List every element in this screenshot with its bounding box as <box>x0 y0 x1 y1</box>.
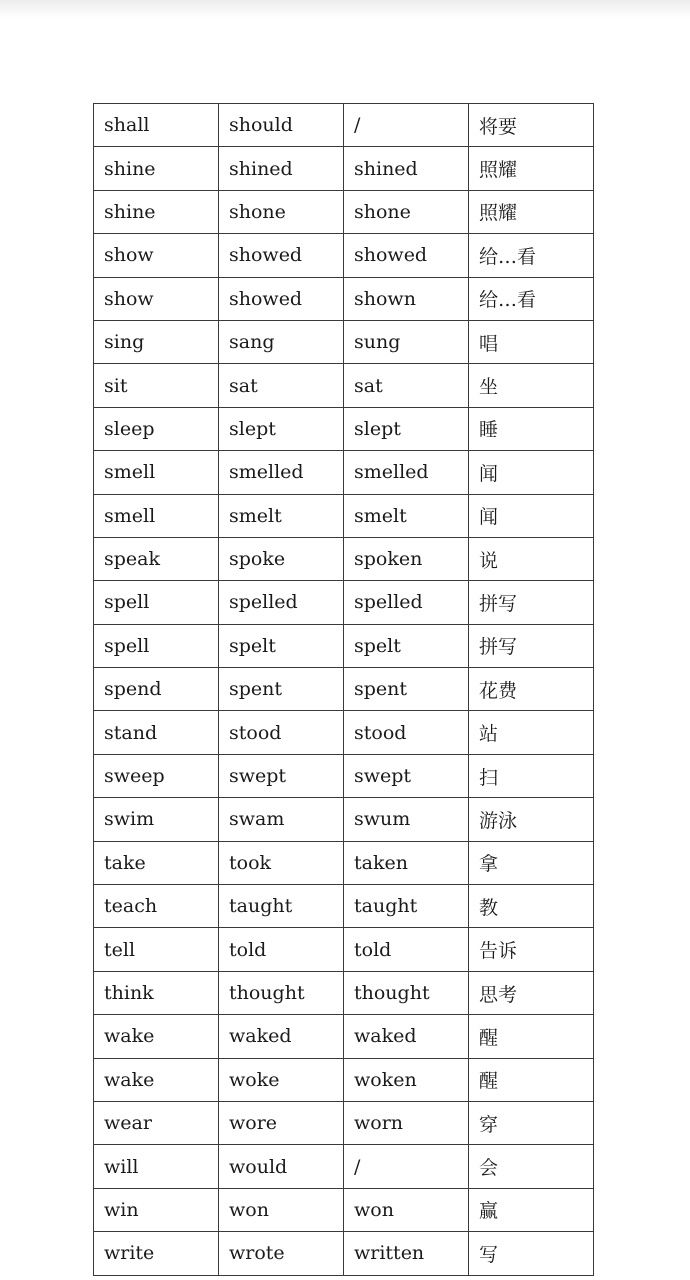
cell-past-tense: swept <box>219 754 344 797</box>
table-row <box>94 494 594 537</box>
cell-past-participle: spelt <box>344 624 469 667</box>
cell-base-form: think <box>94 971 219 1014</box>
cell-past-tense: showed <box>219 277 344 320</box>
cell-base-form: shine <box>94 190 219 233</box>
cell-past-participle: / <box>344 104 469 147</box>
cell-base-form: take <box>94 841 219 884</box>
cell-meaning: 醒 <box>469 1015 594 1058</box>
cell-base-form: sing <box>94 320 219 363</box>
table-row <box>94 1015 594 1058</box>
table-row <box>94 798 594 841</box>
cell-past-participle: sat <box>344 364 469 407</box>
cell-meaning: 说 <box>469 537 594 580</box>
cell-meaning: 醒 <box>469 1058 594 1101</box>
cell-base-form: show <box>94 234 219 277</box>
cell-meaning: 告诉 <box>469 928 594 971</box>
cell-base-form: tell <box>94 928 219 971</box>
table-row <box>94 1232 594 1275</box>
cell-past-tense: took <box>219 841 344 884</box>
cell-base-form: write <box>94 1232 219 1275</box>
cell-base-form: smell <box>94 451 219 494</box>
table-row <box>94 104 594 147</box>
cell-past-tense: woke <box>219 1058 344 1101</box>
cell-past-participle: smelt <box>344 494 469 537</box>
cell-base-form: show <box>94 277 219 320</box>
cell-past-participle: written <box>344 1232 469 1275</box>
cell-meaning: 赢 <box>469 1188 594 1231</box>
cell-meaning: 拿 <box>469 841 594 884</box>
cell-meaning: 将要 <box>469 104 594 147</box>
table-row <box>94 1145 594 1188</box>
cell-meaning: 拼写 <box>469 581 594 624</box>
table-row <box>94 451 594 494</box>
table-row <box>94 754 594 797</box>
cell-past-tense: showed <box>219 234 344 277</box>
cell-past-tense: swam <box>219 798 344 841</box>
table-row <box>94 1188 594 1231</box>
cell-past-tense: shone <box>219 190 344 233</box>
cell-base-form: smell <box>94 494 219 537</box>
cell-base-form: will <box>94 1145 219 1188</box>
cell-meaning: 拼写 <box>469 624 594 667</box>
cell-past-tense: spoke <box>219 537 344 580</box>
cell-meaning: 教 <box>469 885 594 928</box>
cell-meaning: 写 <box>469 1232 594 1275</box>
cell-past-tense: should <box>219 104 344 147</box>
cell-meaning: 花费 <box>469 668 594 711</box>
table-row <box>94 581 594 624</box>
cell-past-tense: thought <box>219 971 344 1014</box>
table-row <box>94 928 594 971</box>
cell-base-form: wear <box>94 1101 219 1144</box>
cell-past-tense: shined <box>219 147 344 190</box>
cell-meaning: 扫 <box>469 754 594 797</box>
cell-past-tense: spelled <box>219 581 344 624</box>
cell-past-participle: taught <box>344 885 469 928</box>
cell-base-form: sit <box>94 364 219 407</box>
cell-past-participle: showed <box>344 234 469 277</box>
cell-past-participle: / <box>344 1145 469 1188</box>
table-row <box>94 147 594 190</box>
table-row <box>94 668 594 711</box>
table-row <box>94 1058 594 1101</box>
cell-past-tense: would <box>219 1145 344 1188</box>
cell-meaning: 给…看 <box>469 234 594 277</box>
cell-past-participle: spent <box>344 668 469 711</box>
cell-meaning: 思考 <box>469 971 594 1014</box>
cell-meaning: 唱 <box>469 320 594 363</box>
cell-meaning: 闻 <box>469 451 594 494</box>
cell-past-tense: told <box>219 928 344 971</box>
cell-base-form: shall <box>94 104 219 147</box>
table-row <box>94 624 594 667</box>
top-shadow <box>0 0 690 18</box>
table-row <box>94 190 594 233</box>
cell-past-participle: told <box>344 928 469 971</box>
cell-past-tense: smelled <box>219 451 344 494</box>
cell-past-participle: woken <box>344 1058 469 1101</box>
table-row <box>94 277 594 320</box>
table-row <box>94 1101 594 1144</box>
table-row <box>94 234 594 277</box>
table-row <box>94 320 594 363</box>
cell-past-participle: spelled <box>344 581 469 624</box>
table-row <box>94 711 594 754</box>
cell-past-participle: swum <box>344 798 469 841</box>
cell-past-participle: shone <box>344 190 469 233</box>
cell-past-tense: spent <box>219 668 344 711</box>
cell-meaning: 会 <box>469 1145 594 1188</box>
cell-base-form: spell <box>94 624 219 667</box>
cell-past-tense: won <box>219 1188 344 1231</box>
table-row <box>94 841 594 884</box>
cell-meaning: 站 <box>469 711 594 754</box>
cell-base-form: wake <box>94 1015 219 1058</box>
cell-base-form: stand <box>94 711 219 754</box>
cell-past-participle: shined <box>344 147 469 190</box>
cell-past-participle: thought <box>344 971 469 1014</box>
cell-base-form: shine <box>94 147 219 190</box>
cell-past-tense: wrote <box>219 1232 344 1275</box>
cell-past-participle: shown <box>344 277 469 320</box>
irregular-verb-table <box>93 103 594 1276</box>
cell-base-form: win <box>94 1188 219 1231</box>
cell-meaning: 穿 <box>469 1101 594 1144</box>
cell-meaning: 照耀 <box>469 190 594 233</box>
cell-past-tense: slept <box>219 407 344 450</box>
table-row <box>94 407 594 450</box>
cell-past-tense: stood <box>219 711 344 754</box>
cell-base-form: speak <box>94 537 219 580</box>
cell-meaning: 游泳 <box>469 798 594 841</box>
table-body <box>94 104 594 1276</box>
cell-past-tense: sang <box>219 320 344 363</box>
cell-past-participle: won <box>344 1188 469 1231</box>
table-row <box>94 885 594 928</box>
table-row <box>94 971 594 1014</box>
cell-meaning: 闻 <box>469 494 594 537</box>
cell-past-participle: stood <box>344 711 469 754</box>
cell-meaning: 睡 <box>469 407 594 450</box>
cell-past-tense: sat <box>219 364 344 407</box>
cell-past-tense: smelt <box>219 494 344 537</box>
cell-past-participle: swept <box>344 754 469 797</box>
cell-meaning: 照耀 <box>469 147 594 190</box>
cell-past-participle: smelled <box>344 451 469 494</box>
cell-past-participle: taken <box>344 841 469 884</box>
cell-base-form: spell <box>94 581 219 624</box>
cell-past-tense: wore <box>219 1101 344 1144</box>
cell-past-participle: sung <box>344 320 469 363</box>
table-row <box>94 537 594 580</box>
cell-base-form: spend <box>94 668 219 711</box>
cell-meaning: 坐 <box>469 364 594 407</box>
cell-past-participle: worn <box>344 1101 469 1144</box>
cell-past-tense: spelt <box>219 624 344 667</box>
cell-base-form: sleep <box>94 407 219 450</box>
cell-past-participle: waked <box>344 1015 469 1058</box>
cell-base-form: swim <box>94 798 219 841</box>
cell-base-form: sweep <box>94 754 219 797</box>
cell-past-tense: taught <box>219 885 344 928</box>
cell-past-participle: spoken <box>344 537 469 580</box>
table-row <box>94 364 594 407</box>
cell-meaning: 给…看 <box>469 277 594 320</box>
cell-past-participle: slept <box>344 407 469 450</box>
cell-base-form: teach <box>94 885 219 928</box>
cell-past-tense: waked <box>219 1015 344 1058</box>
cell-base-form: wake <box>94 1058 219 1101</box>
